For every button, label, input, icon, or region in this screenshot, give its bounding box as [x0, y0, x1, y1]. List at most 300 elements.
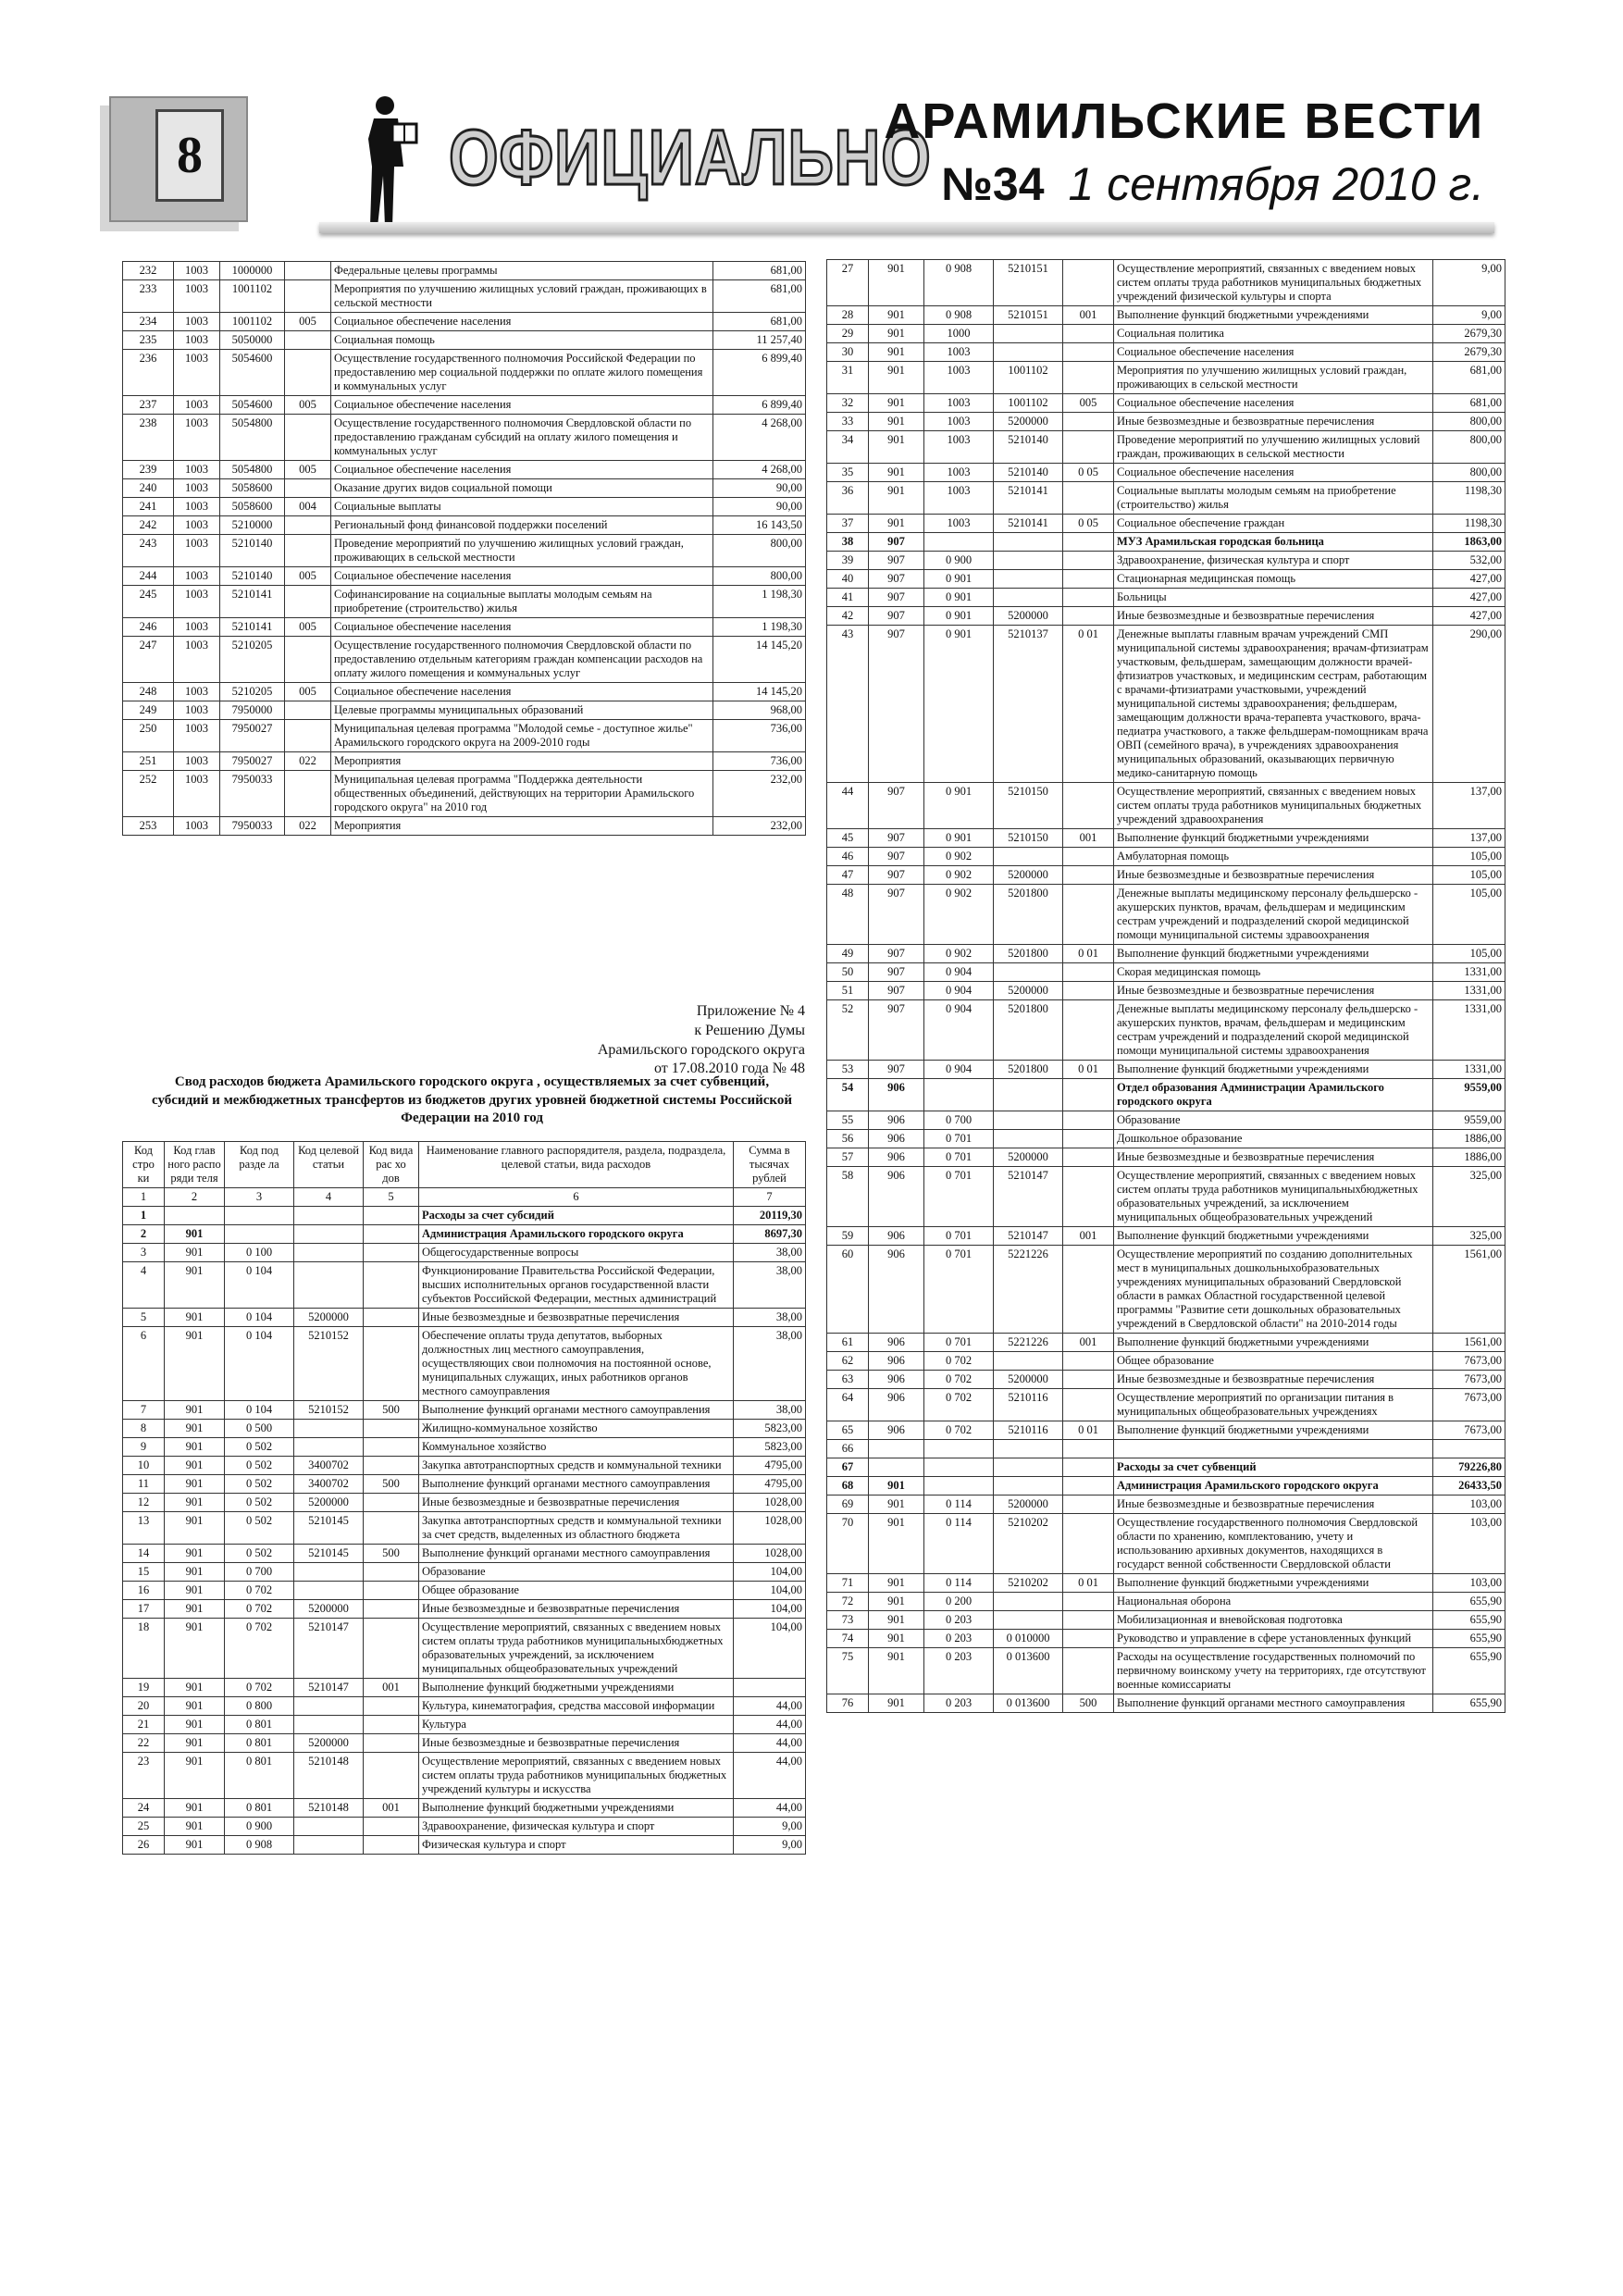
target-article-cell: 7950000	[220, 701, 285, 720]
expense-type-cell	[364, 1327, 419, 1401]
row-number-cell: 31	[827, 362, 869, 394]
description-cell: Осуществление мероприятий, связанных с введением новых систем оплаты труда работников муниципальныхбюджетных образовательных учреждений, за исключением муниципальных общеобразовательных учреждений	[1114, 1167, 1433, 1227]
row-number-cell: 17	[123, 1600, 165, 1619]
row-number-cell: 15	[123, 1563, 165, 1582]
target-article-cell	[994, 1111, 1063, 1130]
amount-cell: 800,00	[713, 535, 806, 567]
amount-cell: 44,00	[734, 1799, 806, 1818]
amount-cell: 1198,30	[1433, 482, 1505, 515]
section-code-cell: 0 104	[225, 1327, 294, 1401]
table-row	[123, 1327, 806, 1401]
section-code-cell: 0 500	[225, 1420, 294, 1438]
chief-code-cell: 901	[869, 362, 924, 394]
amount-cell: 427,00	[1433, 570, 1505, 589]
amount-cell: 103,00	[1433, 1496, 1505, 1514]
target-article-cell: 5201800	[994, 1000, 1063, 1061]
section-code-cell: 0 702	[924, 1352, 994, 1371]
expense-type-cell	[1063, 1148, 1114, 1167]
section-code-cell: 1003	[174, 683, 220, 701]
section-code-cell: 0 700	[924, 1111, 994, 1130]
target-article-cell: 5210152	[294, 1401, 364, 1420]
description-cell: Иные безвозмездные и безвозвратные перечисления	[419, 1600, 734, 1619]
table-row	[123, 1716, 806, 1734]
amount-cell: 38,00	[734, 1327, 806, 1401]
description-cell: Образование	[419, 1563, 734, 1582]
expense-type-cell	[1063, 1440, 1114, 1458]
chief-code-cell: 907	[869, 570, 924, 589]
chief-code-cell: 901	[869, 1477, 924, 1496]
description-cell: Дошкольное образование	[1114, 1130, 1433, 1148]
expense-type-cell: 004	[285, 498, 331, 516]
target-article-cell	[294, 1818, 364, 1836]
row-number-cell: 20	[123, 1697, 165, 1716]
appendix-line: к Решению Думы	[694, 1022, 805, 1038]
expense-type-cell	[285, 516, 331, 535]
row-number-cell: 251	[123, 752, 174, 771]
chief-code-cell: 901	[165, 1494, 225, 1512]
section-code-cell: 0 902	[924, 848, 994, 866]
amount-cell: 11 257,40	[713, 331, 806, 350]
section-code-cell: 0 702	[924, 1371, 994, 1389]
description-cell: Иные безвозмездные и безвозвратные перечисления	[419, 1494, 734, 1512]
table-row	[827, 1389, 1505, 1421]
row-number-cell: 24	[123, 1799, 165, 1818]
row-number-cell: 14	[123, 1545, 165, 1563]
expense-type-cell	[364, 1753, 419, 1799]
description-cell: Иные безвозмездные и безвозвратные перечисления	[1114, 1496, 1433, 1514]
row-number-cell: 38	[827, 533, 869, 552]
amount-cell: 38,00	[734, 1262, 806, 1309]
chief-code-cell: 907	[869, 945, 924, 963]
row-number-cell: 65	[827, 1421, 869, 1440]
table-row	[123, 262, 806, 280]
expense-type-cell	[285, 331, 331, 350]
table-row	[123, 1799, 806, 1818]
target-article-cell: 5058600	[220, 479, 285, 498]
description-cell: Социальное обеспечение населения	[331, 618, 713, 637]
description-cell: Иные безвозмездные и безвозвратные перечисления	[419, 1734, 734, 1753]
row-number-cell: 241	[123, 498, 174, 516]
table-row	[123, 1420, 806, 1438]
description-cell: Выполнение функций бюджетными учреждениями	[1114, 829, 1433, 848]
section-code-cell: 1003	[174, 567, 220, 586]
chief-code-cell: 901	[869, 260, 924, 306]
amount-cell: 1331,00	[1433, 963, 1505, 982]
description-cell: Выполнение функций бюджетными учреждениями	[1114, 1574, 1433, 1593]
section-code-cell: 1003	[174, 280, 220, 313]
target-article-cell: 5210140	[994, 431, 1063, 464]
section-code-cell: 1003	[924, 464, 994, 482]
table-row	[827, 362, 1505, 394]
chief-code-cell: 901	[165, 1697, 225, 1716]
expense-type-cell	[285, 701, 331, 720]
expense-type-cell: 005	[285, 618, 331, 637]
description-cell: Закупка автотранспортных средств и коммунальной техники за счет средств, выделенных из областного бюджета	[419, 1512, 734, 1545]
expense-type-cell: 022	[285, 817, 331, 836]
description-cell: Выполнение функций органами местного самоуправления	[419, 1545, 734, 1563]
table-row	[827, 1111, 1505, 1130]
chief-code-cell: 901	[165, 1799, 225, 1818]
description-cell: Социальное обеспечение населения	[1114, 343, 1433, 362]
header-cell: Сумма в тысячах рублей	[734, 1142, 806, 1188]
section-code-cell: 1003	[174, 535, 220, 567]
row-number-cell: 3	[123, 1244, 165, 1262]
description-cell: Проведение мероприятий по улучшению жилищных условий граждан, проживающих в сельской местности	[331, 535, 713, 567]
table-row	[123, 567, 806, 586]
description-cell: Общегосударственные вопросы	[419, 1244, 734, 1262]
expense-type-cell	[364, 1309, 419, 1327]
chief-code-cell: 901	[165, 1818, 225, 1836]
target-article-cell	[294, 1563, 364, 1582]
target-article-cell	[294, 1836, 364, 1855]
amount-cell: 7673,00	[1433, 1371, 1505, 1389]
chief-code-cell: 901	[869, 394, 924, 413]
description-cell: Иные безвозмездные и безвозвратные перечисления	[1114, 866, 1433, 885]
table-row	[827, 552, 1505, 570]
table-row	[827, 515, 1505, 533]
expense-type-cell: 001	[1063, 306, 1114, 325]
header-number-cell: 6	[419, 1188, 734, 1207]
chief-code-cell: 901	[165, 1327, 225, 1401]
chief-code-cell: 901	[165, 1563, 225, 1582]
description-cell: Денежные выплаты медицинскому персоналу фельдшерско - акушерских пунктов, врачам, фельдшерам и медицинским сестрам учреждений и подразделений скорой медицинской помощи муниципальной системы здравоохранения	[1114, 885, 1433, 945]
description-cell: Мероприятия по улучшению жилищных условий граждан, проживающих в сельской местности	[331, 280, 713, 313]
expense-type-cell	[1063, 848, 1114, 866]
expense-type-cell: 0 01	[1063, 1061, 1114, 1079]
chief-code-cell: 906	[869, 1130, 924, 1148]
description-cell: Социальное обеспечение населения	[331, 396, 713, 415]
amount-cell: 968,00	[713, 701, 806, 720]
target-article-cell	[294, 1225, 364, 1244]
expense-type-cell	[1063, 362, 1114, 394]
description-cell: Здравоохранение, физическая культура и спорт	[1114, 552, 1433, 570]
expense-type-cell	[285, 586, 331, 618]
expense-type-cell: 500	[364, 1401, 419, 1420]
section-code-cell: 1003	[174, 415, 220, 461]
row-number-cell: 253	[123, 817, 174, 836]
expense-type-cell	[364, 1225, 419, 1244]
row-number-cell: 233	[123, 280, 174, 313]
expense-type-cell	[1063, 1477, 1114, 1496]
target-article-cell: 1001102	[220, 280, 285, 313]
table-row	[827, 982, 1505, 1000]
amount-cell: 1198,30	[1433, 515, 1505, 533]
section-code-cell: 1003	[174, 817, 220, 836]
amount-cell: 655,90	[1433, 1593, 1505, 1611]
target-article-cell	[994, 552, 1063, 570]
description-cell: Осуществление государственного полномочия Свердловской области по предоставлению отдельным категориям граждан компенсации расходов на оплату жилого помещения и коммунальных услуг	[331, 637, 713, 683]
target-article-cell	[994, 570, 1063, 589]
chief-code-cell: 907	[869, 552, 924, 570]
section-code-cell: 0 502	[225, 1512, 294, 1545]
amount-cell: 4795,00	[734, 1475, 806, 1494]
section-code-cell: 1003	[174, 350, 220, 396]
target-article-cell: 5210145	[294, 1512, 364, 1545]
section-code-cell: 1003	[174, 618, 220, 637]
row-number-cell: 26	[123, 1836, 165, 1855]
target-article-cell: 0 010000	[994, 1630, 1063, 1648]
row-number-cell: 240	[123, 479, 174, 498]
expense-type-cell	[364, 1244, 419, 1262]
description-cell: Мероприятия	[331, 817, 713, 836]
table-row	[123, 752, 806, 771]
description-cell: Социальная помощь	[331, 331, 713, 350]
amount-cell: 44,00	[734, 1753, 806, 1799]
target-article-cell: 5054800	[220, 415, 285, 461]
expense-type-cell: 001	[1063, 1334, 1114, 1352]
target-article-cell	[994, 963, 1063, 982]
section-code-cell: 1003	[174, 586, 220, 618]
section-code-cell: 1003	[174, 479, 220, 498]
description-cell: Больницы	[1114, 589, 1433, 607]
target-article-cell: 1001102	[994, 394, 1063, 413]
amount-cell: 800,00	[713, 567, 806, 586]
table-row	[123, 1475, 806, 1494]
section-code-cell: 0 104	[225, 1309, 294, 1327]
description-cell: Социальное обеспечение населения	[331, 683, 713, 701]
description-cell: Выполнение функций бюджетными учреждениями	[419, 1679, 734, 1697]
description-cell: Выполнение функций бюджетными учреждениями	[1114, 1227, 1433, 1246]
table-header-row	[123, 1188, 806, 1207]
row-number-cell: 252	[123, 771, 174, 817]
amount-cell: 655,90	[1433, 1611, 1505, 1630]
row-number-cell: 29	[827, 325, 869, 343]
table-row	[123, 1512, 806, 1545]
header-cell: Код целевой статьи	[294, 1142, 364, 1188]
table-row	[827, 464, 1505, 482]
section-code-cell	[924, 1440, 994, 1458]
amount-cell: 681,00	[713, 280, 806, 313]
target-article-cell: 7950027	[220, 752, 285, 771]
amount-cell: 105,00	[1433, 945, 1505, 963]
amount-cell: 4795,00	[734, 1457, 806, 1475]
expense-type-cell	[1063, 413, 1114, 431]
chief-code-cell: 906	[869, 1371, 924, 1389]
section-code-cell: 0 502	[225, 1438, 294, 1457]
table-row	[123, 701, 806, 720]
description-cell: Мероприятия по улучшению жилищных условий граждан, проживающих в сельской местности	[1114, 362, 1433, 394]
expense-type-cell	[364, 1600, 419, 1619]
target-article-cell: 5210116	[994, 1389, 1063, 1421]
table-row	[123, 1818, 806, 1836]
table-row	[827, 626, 1505, 783]
expense-type-cell	[1063, 885, 1114, 945]
target-article-cell: 5200000	[994, 607, 1063, 626]
amount-cell: 800,00	[1433, 464, 1505, 482]
section-code-cell	[924, 1079, 994, 1111]
amount-cell: 325,00	[1433, 1167, 1505, 1227]
section-code-cell: 1003	[174, 720, 220, 752]
amount-cell: 232,00	[713, 817, 806, 836]
expense-type-cell	[1063, 1371, 1114, 1389]
amount-cell: 1331,00	[1433, 1061, 1505, 1079]
row-number-cell: 41	[827, 589, 869, 607]
table-row	[827, 1574, 1505, 1593]
header-cell: Код вида рас хо дов	[364, 1142, 419, 1188]
section-code-cell: 1003	[924, 394, 994, 413]
section-code-cell: 1003	[174, 771, 220, 817]
section-code-cell: 0 901	[924, 570, 994, 589]
table-row	[827, 1514, 1505, 1574]
amount-cell: 104,00	[734, 1582, 806, 1600]
chief-code-cell: 901	[165, 1545, 225, 1563]
chief-code-cell	[869, 1458, 924, 1477]
expense-type-cell	[1063, 1000, 1114, 1061]
description-cell: Осуществление мероприятий по созданию дополнительных мест в муниципальных дошкольныхобразовательных учреждениях муниципальных образований Свердловской области в рамках Областной государственной целевой программы "Развитие сети дошкольных образовательных учреждений в Свердловской области" на 2010-2014 годы	[1114, 1246, 1433, 1334]
row-number-cell: 238	[123, 415, 174, 461]
amount-cell: 9,00	[734, 1836, 806, 1855]
target-article-cell: 1001102	[220, 313, 285, 331]
table-row	[827, 589, 1505, 607]
chief-code-cell: 906	[869, 1334, 924, 1352]
target-article-cell: 5200000	[994, 413, 1063, 431]
description-cell: Общее образование	[1114, 1352, 1433, 1371]
section-code-cell: 0 502	[225, 1457, 294, 1475]
row-number-cell: 46	[827, 848, 869, 866]
table-row	[827, 1079, 1505, 1111]
description-cell: Социальное обеспечение населения	[331, 567, 713, 586]
section-code-cell: 0 801	[225, 1734, 294, 1753]
description-cell: Культура, кинематография, средства массовой информации	[419, 1697, 734, 1716]
description-cell: Осуществление государственного полномочия Российской Федерации по предоставлению мер социальной поддержки по оплате жилого помещения и коммунальных услуг	[331, 350, 713, 396]
amount-cell: 104,00	[734, 1619, 806, 1679]
section-code-cell: 0 901	[924, 589, 994, 607]
expense-type-cell: 022	[285, 752, 331, 771]
chief-code-cell: 901	[165, 1512, 225, 1545]
description-cell: Выполнение функций бюджетными учреждениями	[419, 1799, 734, 1818]
table-row	[827, 533, 1505, 552]
amount-cell: 427,00	[1433, 589, 1505, 607]
table-row	[827, 1167, 1505, 1227]
expense-type-cell: 005	[285, 567, 331, 586]
expense-type-cell	[1063, 260, 1114, 306]
table-row	[123, 1438, 806, 1457]
target-article-cell: 5210150	[994, 829, 1063, 848]
amount-cell: 5823,00	[734, 1420, 806, 1438]
description-cell: Социальное обеспечение граждан	[1114, 515, 1433, 533]
amount-cell: 5823,00	[734, 1438, 806, 1457]
table-row	[123, 479, 806, 498]
row-number-cell: 37	[827, 515, 869, 533]
description-cell: Администрация Арамильского городского округа	[419, 1225, 734, 1244]
target-article-cell: 1000000	[220, 262, 285, 280]
row-number-cell: 25	[123, 1818, 165, 1836]
description-cell: Здравоохранение, физическая культура и спорт	[419, 1818, 734, 1836]
row-number-cell: 1	[123, 1207, 165, 1225]
amount-cell: 325,00	[1433, 1227, 1505, 1246]
amount-cell: 9559,00	[1433, 1079, 1505, 1111]
expense-type-cell	[1063, 1389, 1114, 1421]
chief-code-cell: 901	[165, 1438, 225, 1457]
expense-type-cell: 0 01	[1063, 1574, 1114, 1593]
target-article-cell: 5210137	[994, 626, 1063, 783]
expense-type-cell	[1063, 982, 1114, 1000]
chief-code-cell: 901	[869, 1593, 924, 1611]
section-code-cell: 0 904	[924, 982, 994, 1000]
amount-cell: 79226,80	[1433, 1458, 1505, 1477]
row-number-cell: 18	[123, 1619, 165, 1679]
amount-cell: 2679,30	[1433, 325, 1505, 343]
section-code-cell: 1000	[924, 325, 994, 343]
section-code-cell: 1003	[924, 482, 994, 515]
issue-line	[941, 157, 1484, 211]
section-code-cell: 0 904	[924, 963, 994, 982]
header-cell: Код глав ного распо ряди теля	[165, 1142, 225, 1188]
target-article-cell	[294, 1207, 364, 1225]
expense-type-cell: 001	[364, 1799, 419, 1818]
table-row	[827, 1477, 1505, 1496]
row-number-cell: 62	[827, 1352, 869, 1371]
expense-type-cell	[364, 1582, 419, 1600]
table-row	[827, 1458, 1505, 1477]
section-code-cell: 0 700	[225, 1563, 294, 1582]
header-number-cell: 3	[225, 1188, 294, 1207]
chief-code-cell: 901	[869, 464, 924, 482]
description-cell: Мобилизационная и вневойсковая подготовка	[1114, 1611, 1433, 1630]
header-rule	[319, 222, 1494, 233]
table-row	[827, 1061, 1505, 1079]
table-row	[827, 1611, 1505, 1630]
chief-code-cell: 901	[869, 482, 924, 515]
description-cell: Закупка автотранспортных средств и коммунальной техники	[419, 1457, 734, 1475]
header-number-cell: 4	[294, 1188, 364, 1207]
description-cell: Функционирование Правительства Российской Федерации, высших исполнительных органов государственной власти субъектов Российской Федерации, местных администраций	[419, 1262, 734, 1309]
expense-type-cell	[1063, 1593, 1114, 1611]
description-cell: Социальная политика	[1114, 325, 1433, 343]
amount-cell: 6 899,40	[713, 350, 806, 396]
row-number-cell: 33	[827, 413, 869, 431]
expense-type-cell	[1063, 607, 1114, 626]
section-code-cell: 0 701	[924, 1130, 994, 1148]
amount-cell: 38,00	[734, 1309, 806, 1327]
chief-code-cell: 901	[869, 413, 924, 431]
amount-cell: 105,00	[1433, 866, 1505, 885]
chief-code-cell: 901	[165, 1475, 225, 1494]
description-cell: Амбулаторная помощь	[1114, 848, 1433, 866]
row-number-cell: 67	[827, 1458, 869, 1477]
section-title: ОФИЦИАЛЬНО	[449, 114, 932, 201]
amount-cell: 800,00	[1433, 431, 1505, 464]
table-row	[827, 848, 1505, 866]
table-row	[827, 1630, 1505, 1648]
row-number-cell: 76	[827, 1694, 869, 1713]
amount-cell: 44,00	[734, 1716, 806, 1734]
section-code-cell: 0 908	[924, 260, 994, 306]
table-row	[827, 1227, 1505, 1246]
table-row	[123, 1244, 806, 1262]
section-code-cell: 0 203	[924, 1611, 994, 1630]
table-row	[827, 1440, 1505, 1458]
expense-type-cell: 500	[1063, 1694, 1114, 1713]
expenses-table-right	[826, 259, 1505, 1713]
row-number-cell: 247	[123, 637, 174, 683]
target-article-cell	[294, 1420, 364, 1438]
expense-type-cell	[364, 1818, 419, 1836]
table-row	[827, 306, 1505, 325]
appendix-line: Арамильского городского округа	[597, 1041, 805, 1058]
section-code-cell: 0 904	[924, 1000, 994, 1061]
page-number: 8	[155, 109, 224, 202]
section-code-cell: 0 100	[225, 1244, 294, 1262]
expense-type-cell	[1063, 552, 1114, 570]
section-code-cell: 0 801	[225, 1753, 294, 1799]
row-number-cell: 232	[123, 262, 174, 280]
expense-type-cell: 0 01	[1063, 945, 1114, 963]
expense-type-cell: 500	[364, 1475, 419, 1494]
row-number-cell: 16	[123, 1582, 165, 1600]
section-code-cell: 0 114	[924, 1514, 994, 1574]
target-article-cell: 7950033	[220, 771, 285, 817]
